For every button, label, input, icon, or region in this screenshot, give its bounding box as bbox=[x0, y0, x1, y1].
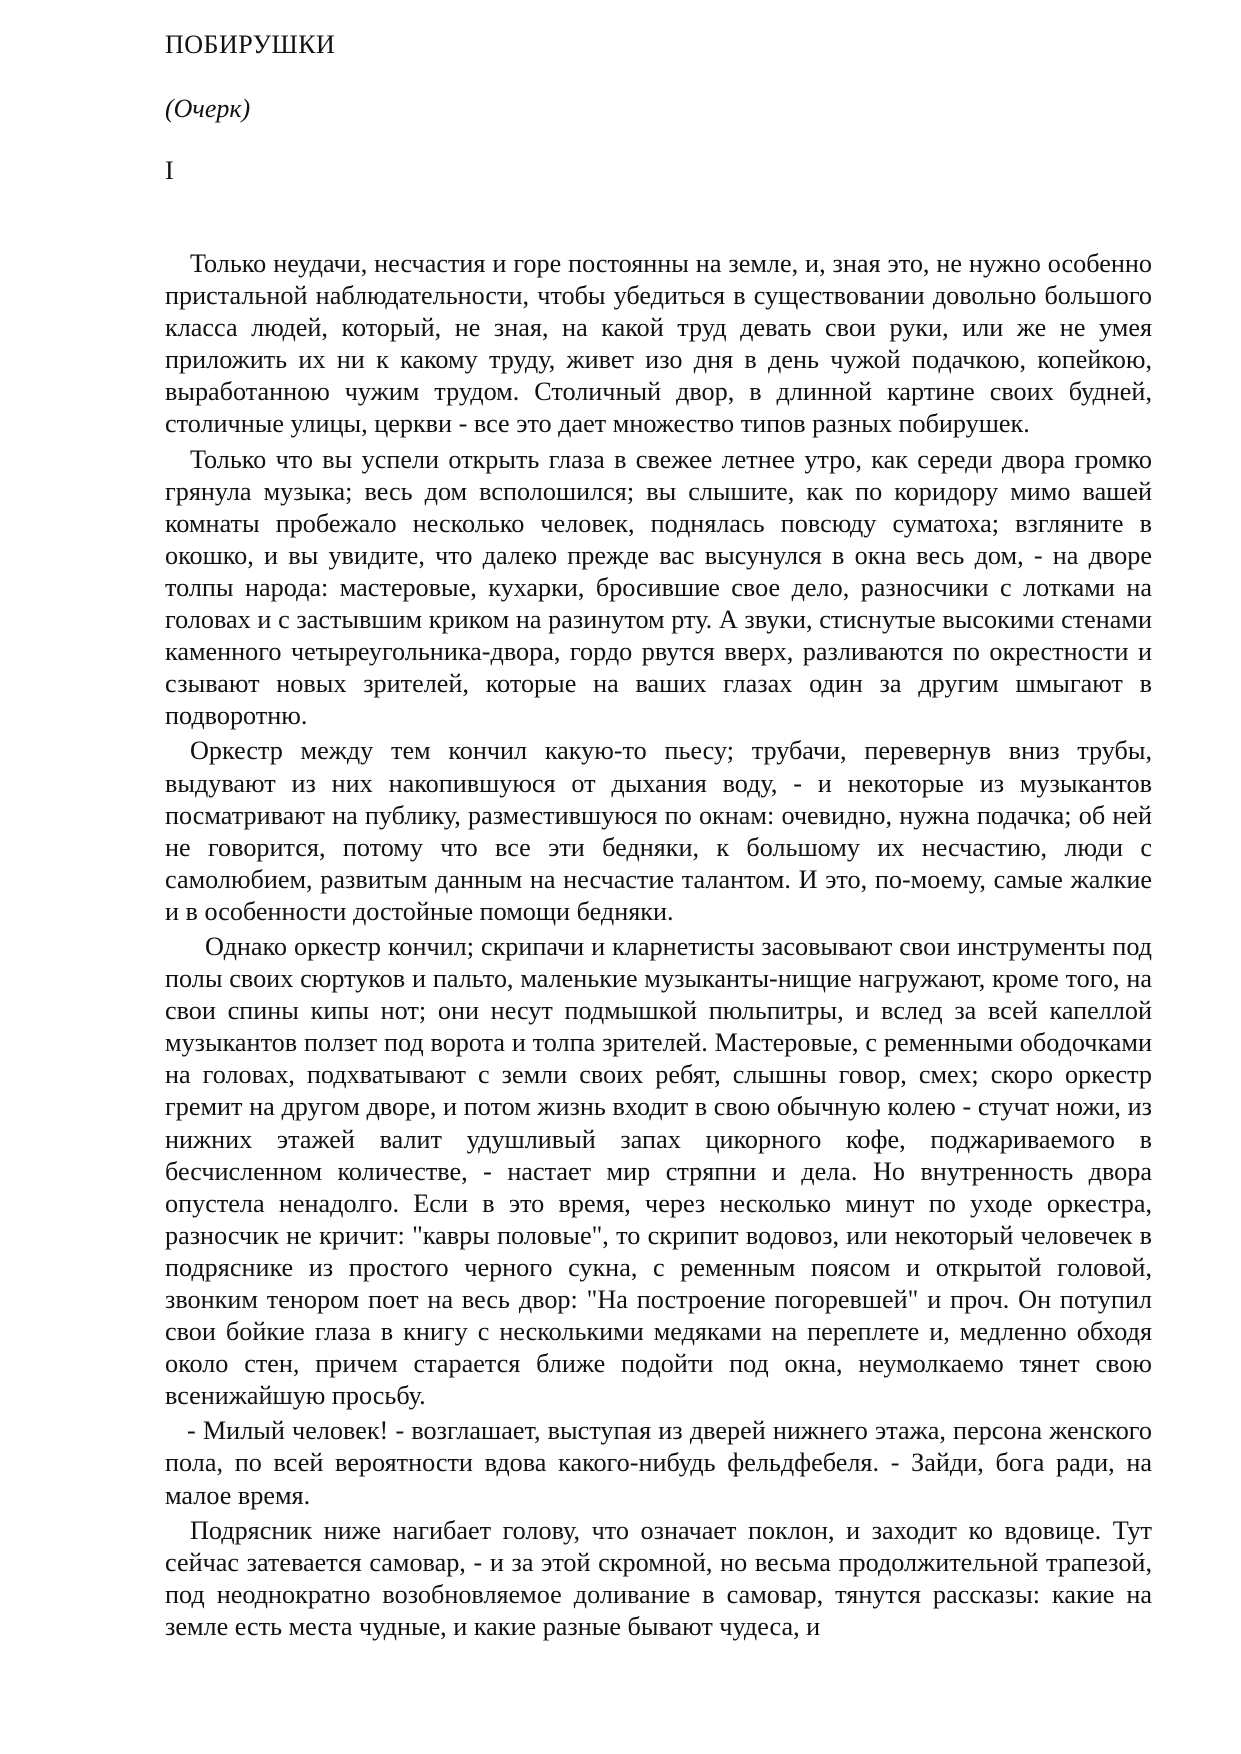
paragraph: Только неудачи, несчастия и горе постоянны на земле, и, зная это, не нужно особенно пристальной наблюдательности, чтобы убедиться в существовании довольно большого класса людей, который, не зная, на какой труд девать свои руки, или же не умея приложить их ни к какому труду, живет изо дня в день чужой подачкою, копейкою, выработанною чужим трудом. Столичный двор, в длинной картине своих будней, столичные улицы, церкви - все это дает множество типов разных побирушек. bbox=[165, 249, 1152, 439]
document-subtitle: (Очерк) bbox=[165, 94, 251, 123]
paragraph: Только что вы успели открыть глаза в свежее летнее утро, как середи двора громко грянула музыка; весь дом всполошился; вы слышите, как по коридору мимо вашей комнаты пробежало несколько человек, поднялась повсюду суматоха; взгляните в окошко, и вы увидите, что далеко прежде вас высунулся в окна весь дом, - на дворе толпы народа: мастеровые, кухарки, бросившие свое дело, разносчики с лотками на головах и с застывшим криком на разинутом рту. А звуки, стиснутые высокими стенами каменного четыреугольника-двора, гордо рвутся вверх, разливаются по окрестности и сзывают новых зрителей, которые на ваших глазах один за другим шмыгают в подворотню. bbox=[165, 444, 1152, 731]
chapter-number: I bbox=[165, 156, 174, 185]
paragraph: Подрясник ниже нагибает голову, что означает поклон, и заходит ко вдовице. Тут сейчас затевается самовар, - и за этой скромной, но весьма продолжительной трапезой, под неоднократно возобновляемое доливание в самовар, тянутся рассказы: какие на земле есть места чудные, и какие разные бывают чудеса, и bbox=[165, 1515, 1152, 1641]
body-text bbox=[165, 248, 1152, 1643]
paragraph: Однако оркестр кончил; скрипачи и кларнетисты засовывают свои инструменты под полы своих сюртуков и пальто, маленькие музыканты-нищие нагружают, кроме того, на свои спины кипы нот; они несут подмышкой пюльпитры, и вслед за всей капеллой музыкантов ползет под ворота и толпа зрителей. Мастеровые, с ременными ободочками на головах, подхватывают с земли своих ребят, слышны говор, смех; скоро оркестр гремит на другом дворе, и потом жизнь входит в свою обычную колею - стучат ножи, из нижних этажей валит удушливый запах цикорного кофе, поджариваемого в бесчисленном количестве, - настает мир стряпни и дела. Но внутренность двора опустела ненадолго. Если в это время, через несколько минут по уходе оркестра, разносчик не кричит: "кавры половые", то скрипит водовоз, или некоторый человечек в подряснике из простого черного сукна, с ременным поясом и открытой головой, звонким тенором поет на весь двор: "На построение погоревшей" и проч. Он потупил свои бойкие глаза в книгу с несколькими медяками на переплете и, медленно обходя около стен, причем старается ближе подойти под окна, неумолкаемо тянет свою всенижайшую просьбу. bbox=[165, 931, 1152, 1411]
paragraph: Оркестр между тем кончил какую-то пьесу; трубачи, перевернув вниз трубы, выдувают из них накопившуюся от дыхания воду, - и некоторые из музыкантов посматривают на публику, разместившуюся по окнам: очевидно, нужна подачка; об ней не говорится, потому что все эти бедняки, к большому их несчастию, люди с самолюбием, развитым данным на несчастие талантом. И это, по-моему, самые жалкие и в особенности достойные помощи бедняки. bbox=[165, 736, 1152, 926]
paragraph: - Милый человек! - возглашает, выступая из дверей нижнего этажа, персона женского пола, по всей вероятности вдова какого-нибудь фельдфебеля. - Зайди, бога ради, на малое время. bbox=[165, 1416, 1152, 1510]
document-title: ПОБИРУШКИ bbox=[165, 30, 336, 59]
